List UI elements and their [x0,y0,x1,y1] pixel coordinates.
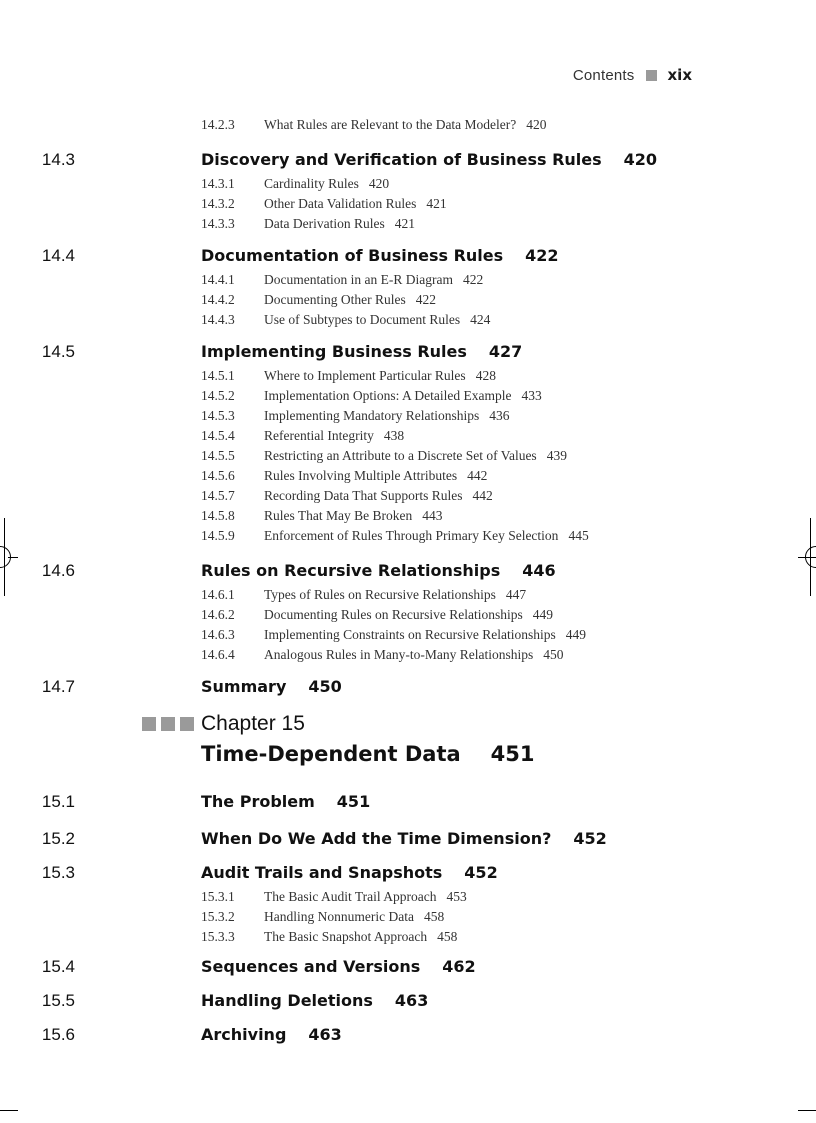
section-number: 15.5 [41,991,75,1010]
chapter-square-icon [180,717,194,731]
subsection-number: 14.2.3 [201,117,235,132]
toc-subsection-entry [201,272,483,288]
subsection-number: 14.3.1 [201,176,235,191]
section-page: 463 [394,991,429,1010]
subsection-page: 458 [423,909,445,924]
subsection-title: Enforcement of Rules Through Primary Key Selection [264,528,559,543]
section-page: 422 [525,246,559,265]
subsection-page: 438 [383,428,405,443]
section-title [201,342,522,361]
section-number: 15.2 [41,829,75,848]
section-title-text: When Do We Add the Time Dimension? [201,829,552,848]
registration-mark-right [805,546,816,568]
subsection-page: 424 [470,312,491,327]
subsection-title: Implementation Options: A Detailed Example [264,388,512,403]
section-title [201,829,607,848]
chapter-title [201,742,535,766]
toc-subsection-entry [201,388,542,404]
subsection-number: 14.5.9 [201,528,235,543]
subsection-number: 14.6.3 [201,627,235,642]
subsection-page: 442 [467,468,488,483]
subsection-title: Implementing Constraints on Recursive Relationships [264,627,556,642]
section-title-text: Rules on Recursive Relationships [201,561,501,580]
subsection-number: 14.5.3 [201,408,235,423]
toc-subsection-entry [201,488,493,504]
header-section-label: Contents [572,66,635,84]
subsection-page: 453 [446,889,467,904]
subsection-page: 445 [568,528,589,543]
toc-subsection-entry [201,292,436,308]
subsection-number: 15.3.2 [201,909,235,924]
subsection-page: 449 [565,627,586,642]
subsection-title: Referential Integrity [264,428,374,443]
subsection-page: 433 [521,388,542,403]
section-page: 452 [573,829,607,848]
toc-subsection-entry [201,448,567,464]
subsection-title: Data Derivation Rules [264,216,385,231]
toc-subsection-entry [201,528,589,544]
subsection-number: 14.5.1 [201,368,235,383]
header-page-number: xix [667,66,692,84]
toc-subsection-entry [201,889,467,905]
section-title [201,561,556,580]
subsection-title: Documentation in an E-R Diagram [264,272,453,287]
toc-subsection-entry [201,428,404,444]
section-number: 14.3 [41,150,75,169]
subsection-number: 14.3.2 [201,196,235,211]
subsection-title: Recording Data That Supports Rules [264,488,463,503]
registration-mark-left [0,546,11,568]
section-number: 15.4 [41,957,75,976]
toc-subsection-entry [201,909,444,925]
subsection-title: Rules Involving Multiple Attributes [264,468,458,483]
section-page: 463 [308,1025,342,1044]
section-title [201,1025,342,1044]
subsection-page: 447 [505,587,527,602]
toc-subsection-entry [201,408,509,424]
subsection-title: Use of Subtypes to Document Rules [264,312,461,327]
subsection-page: 420 [526,117,547,132]
toc-subsection-entry [201,368,496,384]
section-title-text: Audit Trails and Snapshots [201,863,443,882]
subsection-title: The Basic Audit Trail Approach [264,889,437,904]
toc-subsection-entry [201,196,447,212]
crop-mark-bottom-left [0,1110,18,1111]
subsection-page: 458 [437,929,458,944]
toc-subsection-entry [201,508,442,524]
section-page: 446 [522,561,556,580]
subsection-number: 14.5.4 [201,428,235,443]
subsection-title: Rules That May Be Broken [264,508,413,523]
section-title [201,991,428,1010]
running-header [573,64,692,86]
section-title-text: Sequences and Versions [201,957,421,976]
section-number: 14.7 [41,677,75,696]
subsection-number: 14.5.8 [201,508,235,523]
section-number: 15.1 [41,792,75,811]
subsection-title: Cardinality Rules [264,176,359,191]
toc-subsection-entry [201,627,586,643]
toc-subsection-entry [201,176,389,192]
subsection-page: 421 [426,196,447,211]
subsection-title: Other Data Validation Rules [264,196,417,211]
section-title-text: Documentation of Business Rules [201,246,504,265]
section-number: 15.6 [41,1025,75,1044]
subsection-page: 449 [532,607,553,622]
subsection-title: Analogous Rules in Many-to-Many Relationships [264,647,534,662]
section-number: 14.5 [41,342,75,361]
subsection-number: 14.5.2 [201,388,235,403]
subsection-title: Types of Rules on Recursive Relationships [264,587,496,602]
subsection-number: 14.3.3 [201,216,235,231]
subsection-number: 15.3.3 [201,929,235,944]
section-title-text: Summary [201,677,287,696]
section-page: 427 [488,342,523,361]
subsection-page: 442 [472,488,493,503]
subsection-number: 14.6.1 [201,587,235,602]
toc-subsection-entry [201,312,490,328]
subsection-page: 421 [394,216,415,231]
section-title-text: The Problem [201,792,315,811]
subsection-title: Implementing Mandatory Relationships [264,408,480,423]
section-title-text: Handling Deletions [201,991,373,1010]
toc-subsection-entry [201,929,457,945]
subsection-page: 436 [489,408,510,423]
subsection-page: 439 [546,448,567,463]
subsection-page: 422 [415,292,436,307]
toc-subsection-entry [201,587,526,603]
section-number: 14.6 [41,561,75,580]
subsection-page: 420 [368,176,390,191]
subsection-title: Handling Nonnumeric Data [264,909,414,924]
chapter-title-text: Time-Dependent Data [201,742,461,766]
section-page: 452 [464,863,498,882]
subsection-title: What Rules are Relevant to the Data Modeler? [264,117,517,132]
subsection-page: 422 [462,272,484,287]
section-title-text: Discovery and Verification of Business Rules [201,150,602,169]
subsection-page: 450 [543,647,564,662]
section-page: 451 [336,792,371,811]
section-page: 450 [308,677,342,696]
section-title-text: Implementing Business Rules [201,342,467,361]
subsection-title: The Basic Snapshot Approach [264,929,428,944]
subsection-title: Documenting Other Rules [264,292,406,307]
section-title [201,150,657,169]
section-number: 15.3 [41,863,75,882]
toc-subsection-entry [201,468,487,484]
subsection-number: 14.4.3 [201,312,235,327]
subsection-number: 14.4.2 [201,292,235,307]
section-title [201,863,498,882]
subsection-title: Documenting Rules on Recursive Relationships [264,607,523,622]
chapter-page: 451 [490,742,535,766]
section-page: 420 [623,150,658,169]
subsection-title: Where to Implement Particular Rules [264,368,466,383]
toc-subsection-entry [201,117,547,133]
subsection-number: 14.6.4 [201,647,235,662]
subsection-page: 428 [475,368,496,383]
chapter-square-icon [161,717,175,731]
toc-subsection-entry [201,216,415,232]
subsection-number: 14.4.1 [201,272,235,287]
chapter-label: Chapter 15 [201,712,305,735]
section-title-text: Archiving [201,1025,287,1044]
subsection-number: 14.5.7 [201,488,235,503]
crop-mark-bottom-right [798,1110,816,1111]
section-number: 14.4 [41,246,75,265]
toc-subsection-entry [201,647,563,663]
section-title [201,957,476,976]
subsection-number: 14.5.5 [201,448,235,463]
toc-subsection-entry [201,607,553,623]
subsection-number: 14.6.2 [201,607,235,622]
section-page: 462 [442,957,476,976]
section-title [201,246,559,265]
subsection-page: 443 [422,508,443,523]
chapter-square-icon [142,717,156,731]
section-title [201,792,370,811]
subsection-number: 15.3.1 [201,889,235,904]
section-title [201,677,342,696]
header-square-icon [646,70,657,81]
subsection-title: Restricting an Attribute to a Discrete Set of Values [264,448,537,463]
subsection-number: 14.5.6 [201,468,235,483]
